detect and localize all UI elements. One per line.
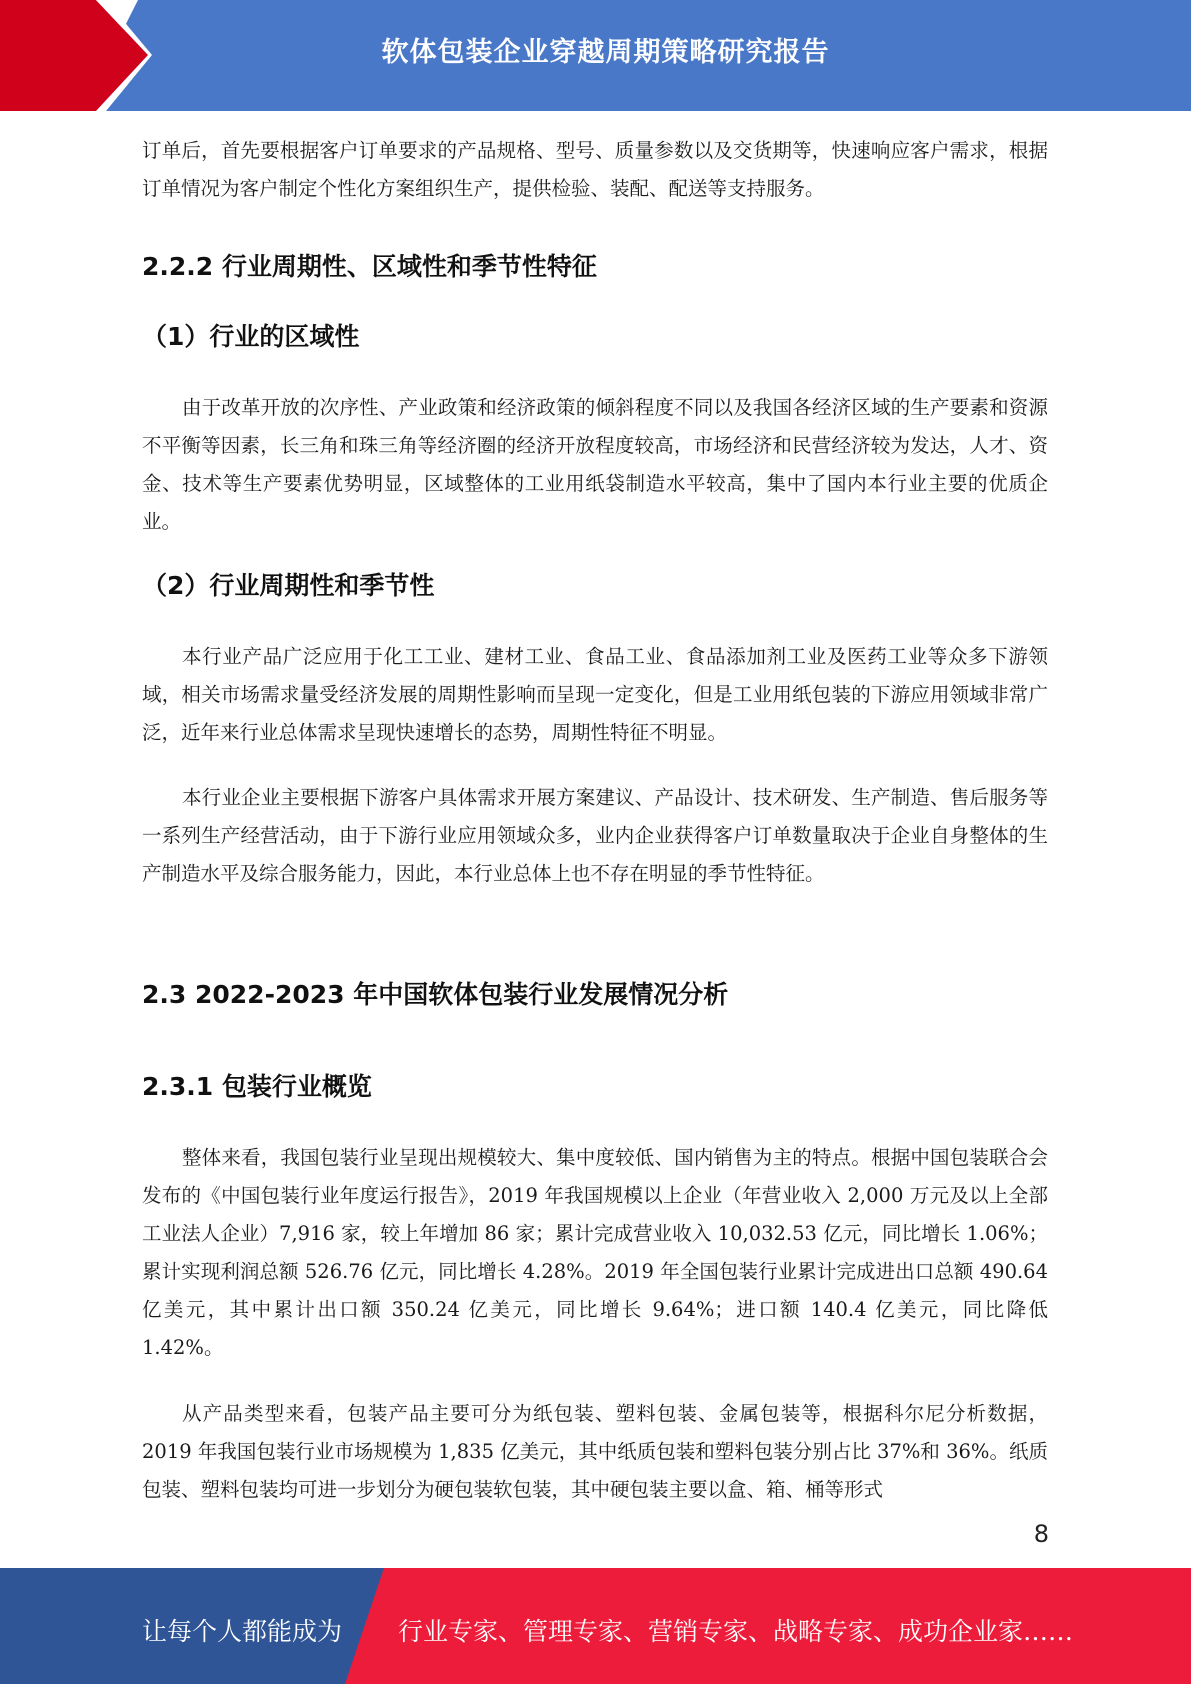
report-title: 软体包装企业穿越周期策略研究报告 bbox=[381, 37, 830, 68]
subheading-cyclical: （2）行业周期性和季节性 bbox=[142, 571, 435, 600]
section-heading-2-3-1: 2.3.1 包装行业概览 bbox=[142, 1072, 372, 1101]
page-header bbox=[0, 0, 1191, 111]
footer-slogan-left: 让每个人都能成为 bbox=[142, 1617, 343, 1646]
intro-paragraph: 订单后，首先要根据客户订单要求的产品规格、型号、质量参数以及交货期等，快速响应客户需求，根据订单情况为客户制定个性化方案组织生产，提供检验、装配、配送等支持服务。 bbox=[142, 139, 1048, 200]
page-number: 8 bbox=[1033, 1520, 1049, 1548]
section-heading-2-2-2: 2.2.2 行业周期性、区域性和季节性特征 bbox=[142, 252, 597, 281]
section-heading-2-3: 2.3 2022-2023 年中国软体包装行业发展情况分析 bbox=[142, 980, 729, 1009]
page-footer bbox=[0, 1568, 1191, 1684]
cyclical-paragraph-2: 本行业企业主要根据下游客户具体需求开展方案建议、产品设计、技术研发、生产制造、售后服务等一系列生产经营活动，由于下游行业应用领域众多，业内企业获得客户订单数量取决于企业自身整体的生产制造水平及综合服务能力，因此，本行业总体上也不存在明显的季节性特征。 bbox=[142, 786, 1048, 885]
cyclical-paragraph-1: 本行业产品广泛应用于化工工业、建材工业、食品工业、食品添加剂工业及医药工业等众多下游领域，相关市场需求量受经济发展的周期性影响而呈现一定变化，但是工业用纸包装的下游应用领域非常广泛，近年来行业总体需求呈现快速增长的态势，周期性特征不明显。 bbox=[142, 645, 1048, 744]
subheading-regional: （1）行业的区域性 bbox=[142, 322, 360, 351]
footer-slogan-right: 行业专家、管理专家、营销专家、战略专家、成功企业家…… bbox=[398, 1617, 1074, 1646]
overview-paragraph-1: 整体来看，我国包装行业呈现出规模较大、集中度较低、国内销售为主的特点。根据中国包装联合会发布的《中国包装行业年度运行报告》，2019 年我国规模以上企业（年营业收入 2,000 万元及以上全部工业法人企业）7,916 家，较上年增加 86 家；累计完成营业收入 10,032.53 亿元，同比增长 1.06%；累计实现利润总额 526.76 亿元，同比增长 4.28%。2019 年全国包装行业累计完成进出口总额 490.64 亿美元，其中累计出口额 350.24 亿美元，同比增长 9.64%；进口额 140.4 亿美元，同比降低 1.42%。 bbox=[142, 1146, 1048, 1359]
overview-paragraph-2: 从产品类型来看，包装产品主要可分为纸包装、塑料包装、金属包装等，根据科尔尼分析数据，2019 年我国包装行业市场规模为 1,835 亿美元，其中纸质包装和塑料包装分别占比 37%和 36%。纸质包装、塑料包装均可进一步划分为硬包装软包装，其中硬包装主要以盒、箱、桶等形式 bbox=[142, 1402, 1048, 1501]
page-content bbox=[142, 132, 1048, 1509]
regional-paragraph: 由于改革开放的次序性、产业政策和经济政策的倾斜程度不同以及我国各经济区域的生产要素和资源不平衡等因素，长三角和珠三角等经济圈的经济开放程度较高，市场经济和民营经济较为发达，人才、资金、技术等生产要素优势明显，区域整体的工业用纸袋制造水平较高，集中了国内本行业主要的优质企业。 bbox=[142, 396, 1048, 533]
